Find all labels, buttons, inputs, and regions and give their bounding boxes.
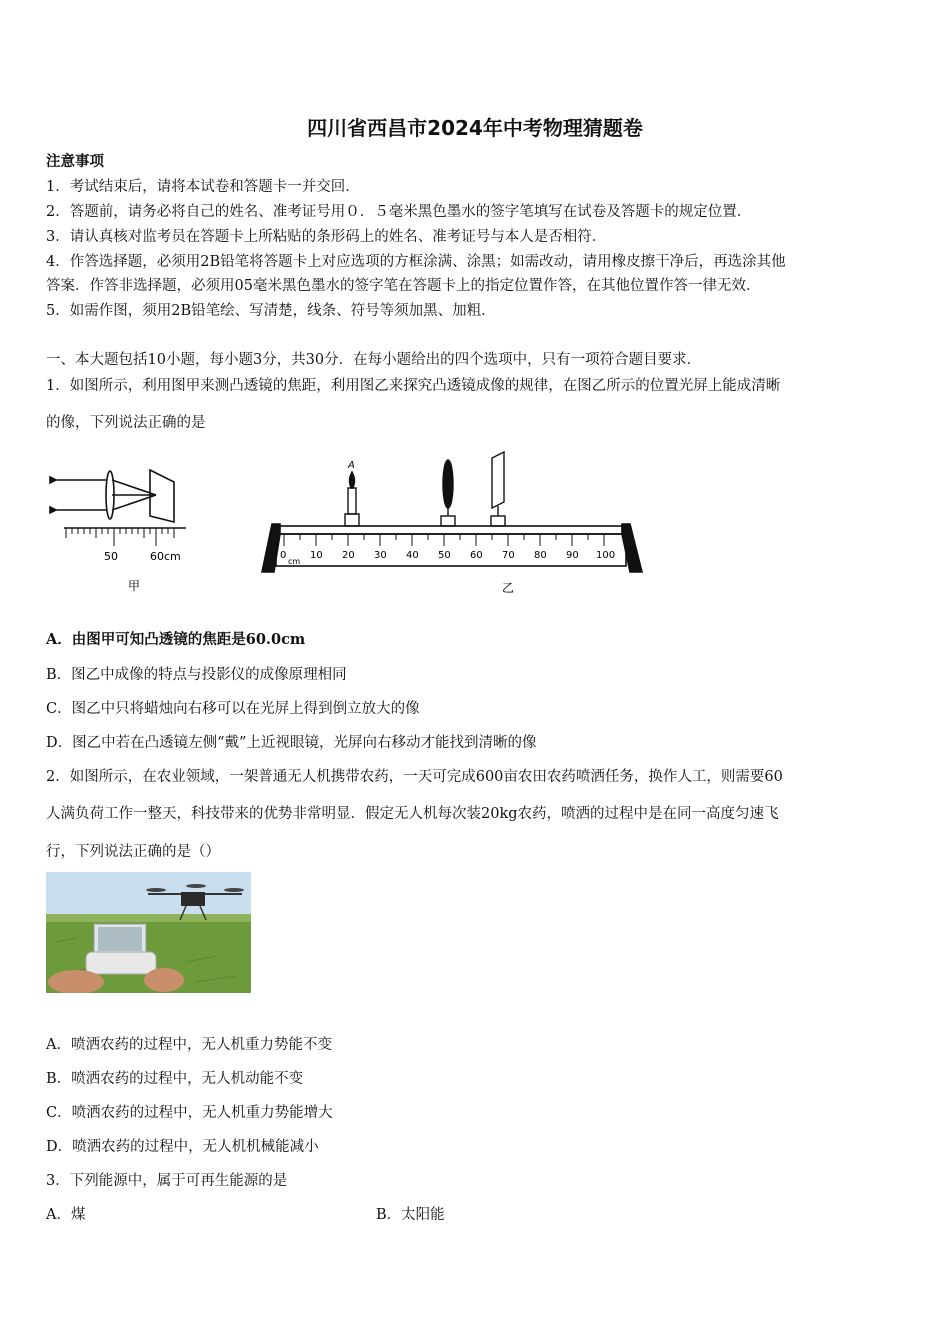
option-a: A．由图甲可知凸透镜的焦距是60.0cm: [46, 631, 306, 648]
tick-label: 60cm: [150, 550, 181, 563]
option-b: B．图乙中成像的特点与投影仪的成像原理相同: [46, 667, 347, 683]
option-a: A．煤: [46, 1207, 86, 1223]
notice-item: 答案．作答非选择题，必须用05毫米黑色墨水的签字笔在答题卡上的指定位置作答，在其他位置作答一律无效．: [46, 278, 761, 294]
object-label: A: [348, 460, 355, 471]
tick-label: 10: [310, 550, 323, 561]
notice-item: 5．如需作图，须用2B铅笔绘、写清楚，线条、符号等须加黑、加粗．: [46, 303, 496, 319]
tick-label: 40: [406, 550, 419, 561]
question-1-stem: 的像，下列说法正确的是: [46, 415, 206, 431]
question-2-stem: 2．如图所示，在农业领域，一架普通无人机携带农药，一天可完成600亩农田农药喷洒任务，换作人工，则需要60: [46, 769, 783, 785]
question-3-stem: 3．下列能源中，属于可再生能源的是: [46, 1173, 288, 1189]
option-d: D．图乙中若在凸透镜左侧“戴”上近视眼镜，光屏向右移动才能找到清晰的像: [46, 735, 537, 751]
figure-caption: 甲: [128, 579, 141, 593]
tick-label: cm: [288, 557, 301, 566]
tick-label: 50: [438, 550, 451, 561]
notice-item: 4．作答选择题，必须用2B铅笔将答题卡上对应选项的方框涂满、涂黑；如需改动，请用橡皮擦干净后，再选涂其他: [46, 254, 786, 270]
tick-label: 100: [596, 550, 616, 561]
tick-label: 90: [566, 550, 579, 561]
figure-optical-bench: [258, 450, 650, 600]
figure-focal-length-diagram: [46, 458, 196, 598]
notice-item: 1．考试结束后，请将本试卷和答题卡一并交回．: [46, 179, 360, 195]
question-2-stem: 行，下列说法正确的是（）: [46, 844, 220, 860]
tick-label: 30: [374, 550, 387, 561]
tick-label: 20: [342, 550, 355, 561]
tick-label: 80: [534, 550, 547, 561]
notice-item: 3．请认真核对监考员在答题卡上所粘贴的条形码上的姓名、准考证号与本人是否相符．: [46, 229, 607, 245]
option-b: B．太阳能: [376, 1207, 445, 1223]
tick-label: 50: [104, 550, 118, 563]
question-1-stem: 1．如图所示，利用图甲来测凸透镜的焦距，利用图乙来探究凸透镜成像的规律，在图乙所示的位置光屏上能成清晰: [46, 378, 781, 394]
tick-label: 0: [280, 550, 287, 561]
section-heading: 一、本大题包括10小题，每小题3分，共30分．在每小题给出的四个选项中，只有一项符合题目要求．: [46, 352, 702, 368]
figure-caption: 乙: [502, 581, 515, 595]
page-title: 四川省西昌市2024年中考物理猜题卷: [307, 116, 643, 140]
drone-photo: [46, 872, 251, 993]
option-c: C．图乙中只将蜡烛向右移可以在光屏上得到倒立放大的像: [46, 701, 420, 717]
question-2-stem: 人满负荷工作一整天，科技带来的优势非常明显．假定无人机每次装20kg农药，喷洒的过程中是在同一高度匀速飞: [46, 806, 779, 822]
notice-heading: 注意事项: [46, 153, 104, 170]
option-c: C．喷洒农药的过程中，无人机重力势能增大: [46, 1105, 333, 1121]
notice-item: 2．答题前，请务必将自己的姓名、准考证号用０．５毫米黑色墨水的签字笔填写在试卷及答题卡的规定位置．: [46, 204, 752, 220]
tick-label: 70: [502, 550, 515, 561]
option-d: D．喷洒农药的过程中，无人机机械能减小: [46, 1139, 319, 1155]
option-b: B．喷洒农药的过程中，无人机动能不变: [46, 1071, 304, 1087]
option-a: A．喷洒农药的过程中，无人机重力势能不变: [46, 1037, 332, 1053]
tick-label: 60: [470, 550, 483, 561]
